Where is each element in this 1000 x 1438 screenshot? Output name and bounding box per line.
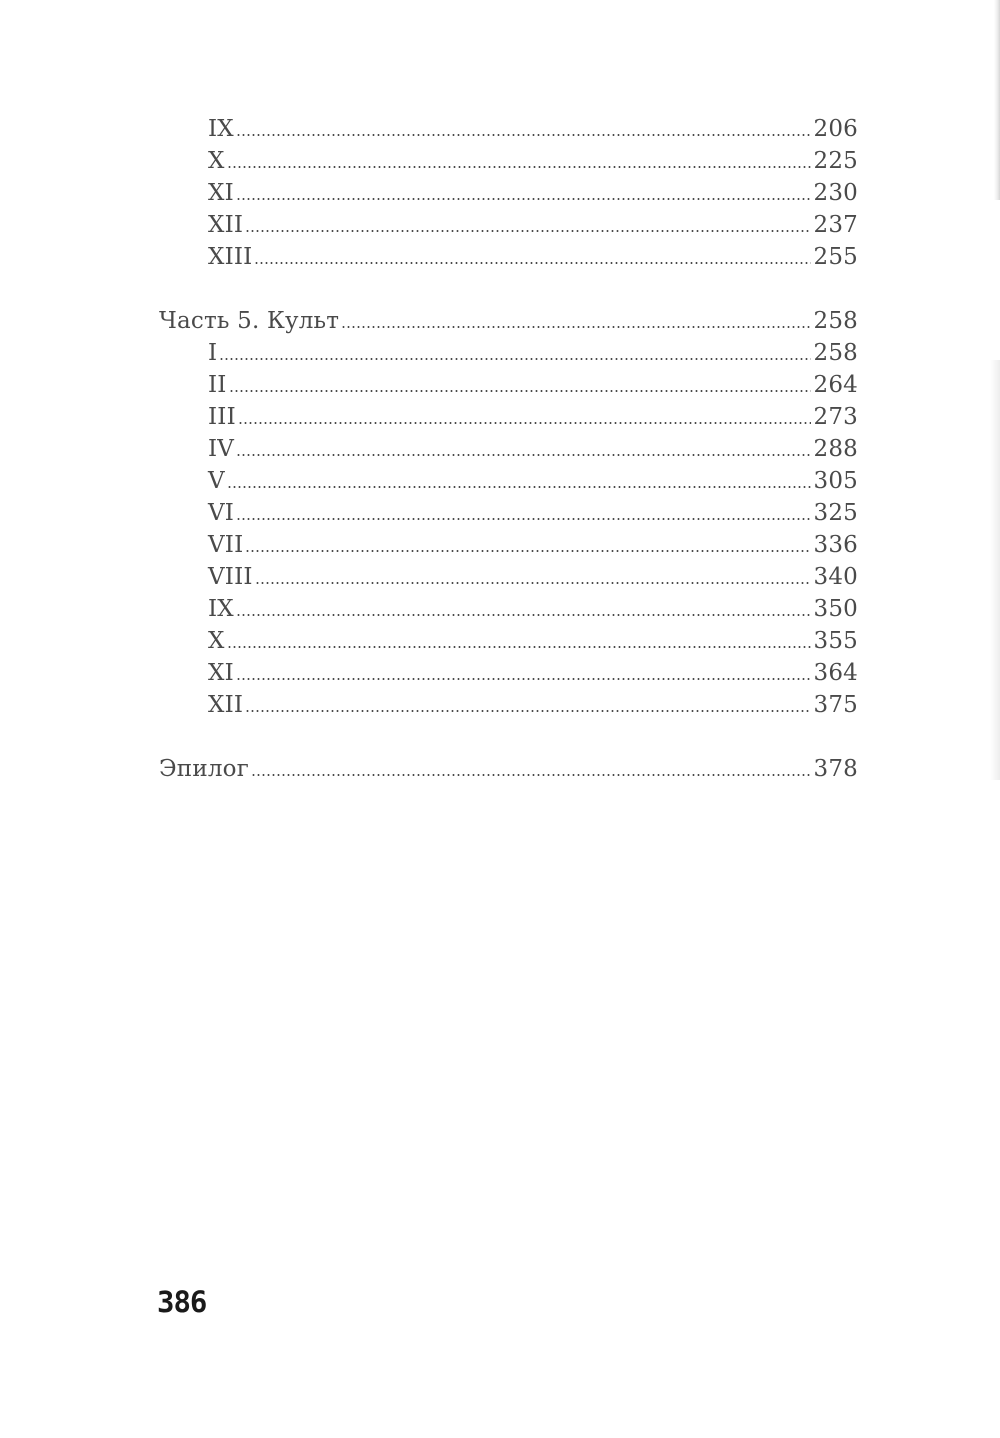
toc-entry <box>208 238 858 270</box>
toc-entry-page: 340 <box>813 564 858 590</box>
page-edge-shadow-lower <box>990 360 1000 780</box>
toc-leader-dots <box>245 692 810 718</box>
toc-entry-label: IX <box>208 116 234 142</box>
page-number: 386 <box>157 1285 207 1319</box>
toc-entry <box>208 174 858 206</box>
toc-entry-page: 225 <box>813 148 858 174</box>
toc-leader-dots <box>251 756 811 782</box>
toc-entry-page: 305 <box>813 468 858 494</box>
toc-entry-label: XI <box>208 660 234 686</box>
toc-entry <box>208 654 858 686</box>
toc-entry-label: IX <box>208 596 234 622</box>
toc-entry <box>208 526 858 558</box>
toc-leader-dots <box>238 404 811 430</box>
toc-leader-dots <box>229 372 811 398</box>
toc-entry-label: VII <box>208 532 244 558</box>
toc-entry-label: X <box>208 148 225 174</box>
toc-entry-page: 336 <box>813 532 858 558</box>
toc-entry <box>208 590 858 622</box>
toc-part-heading <box>159 302 858 334</box>
toc-epilogue-page: 378 <box>813 756 858 782</box>
toc-leader-dots <box>219 340 810 366</box>
toc-leader-dots <box>236 180 811 206</box>
toc-entry <box>208 142 858 174</box>
toc-entry <box>208 494 858 526</box>
toc-leader-dots <box>341 308 810 334</box>
toc-entry-label: IV <box>208 436 235 462</box>
toc-entry <box>208 462 858 494</box>
toc-entry-page: 355 <box>813 628 858 654</box>
toc-entry-label: VI <box>208 500 235 526</box>
toc-entry <box>208 622 858 654</box>
toc-entry-label: XII <box>208 212 244 238</box>
toc-leader-dots <box>236 596 811 622</box>
toc-epilogue-label: Эпилог <box>159 756 249 782</box>
toc-leader-dots <box>255 564 811 590</box>
toc-entry-page: 364 <box>813 660 858 686</box>
toc-entry-label: II <box>208 372 227 398</box>
toc-entry <box>208 430 858 462</box>
toc-entry-label: VIII <box>208 564 253 590</box>
toc-entry-page: 206 <box>813 116 858 142</box>
toc-leader-dots <box>236 660 811 686</box>
toc-entry-page: 230 <box>813 180 858 206</box>
toc-leader-dots <box>227 468 811 494</box>
toc-leader-dots <box>227 148 811 174</box>
toc-entry-label: XII <box>208 692 244 718</box>
toc-entry-label: XIII <box>208 244 253 270</box>
toc-entry <box>208 686 858 718</box>
toc-leader-dots <box>236 116 811 142</box>
toc-entry <box>208 334 858 366</box>
toc-entry-label: XI <box>208 180 234 206</box>
toc-entry <box>208 366 858 398</box>
toc-entry-page: 264 <box>813 372 858 398</box>
toc-entry <box>208 398 858 430</box>
toc-entry-page: 288 <box>813 436 858 462</box>
toc-entry-page: 375 <box>813 692 858 718</box>
toc-entry-page: 237 <box>813 212 858 238</box>
toc-entry <box>208 110 858 142</box>
toc-entry <box>208 206 858 238</box>
page-edge-shadow <box>994 0 1000 200</box>
toc-entry-page: 325 <box>813 500 858 526</box>
toc-leader-dots <box>227 628 811 654</box>
toc-part-page: 258 <box>813 308 858 334</box>
toc-part-label: Часть 5. Культ <box>159 308 340 334</box>
toc-leader-dots <box>236 500 810 526</box>
toc-leader-dots <box>245 212 810 238</box>
toc-entry-page: 255 <box>813 244 858 270</box>
toc-entry-page: 273 <box>813 404 858 430</box>
toc-leader-dots <box>236 436 810 462</box>
toc-entry-page: 350 <box>813 596 858 622</box>
toc-leader-dots <box>254 244 810 270</box>
toc-entry-label: X <box>208 628 225 654</box>
toc-leader-dots <box>245 532 810 558</box>
toc-entry-label: V <box>208 468 225 494</box>
toc-entry-page: 258 <box>813 340 858 366</box>
toc-entry-label: III <box>208 404 236 430</box>
toc-entry <box>208 558 858 590</box>
toc-epilogue <box>159 750 858 782</box>
toc-entry-label: I <box>208 340 218 366</box>
